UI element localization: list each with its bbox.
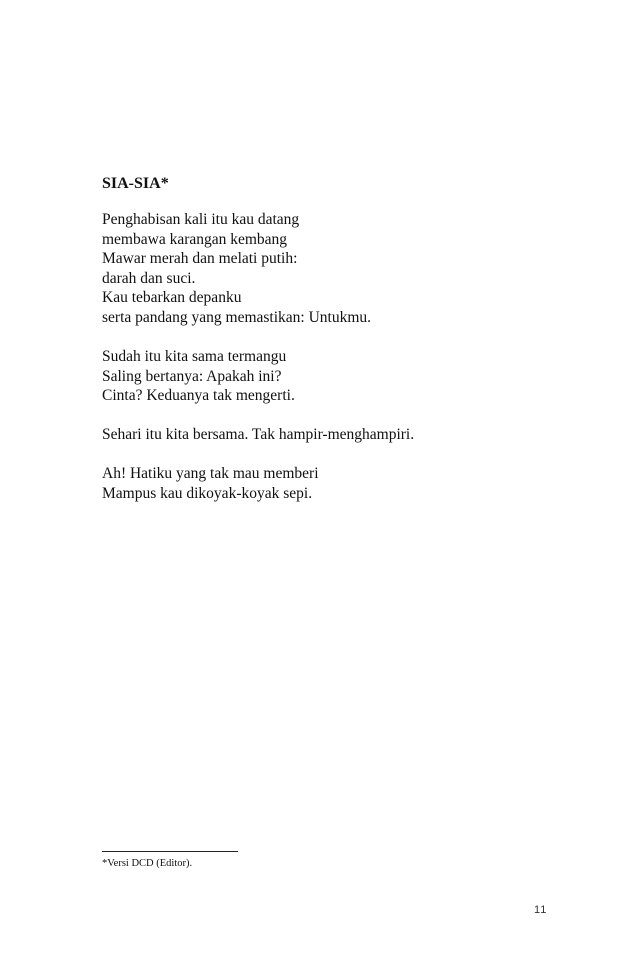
- footnote: *Versi DCD (Editor).: [102, 858, 193, 869]
- poem-line: Mampus kau dikoyak-koyak sepi.: [102, 484, 313, 502]
- stanza: [102, 464, 319, 503]
- stanza: [102, 210, 371, 328]
- poem-line: serta pandang yang memastikan: Untukmu.: [102, 308, 372, 326]
- poem-line: Mawar merah dan melati putih:: [102, 250, 298, 268]
- poem-line: darah dan suci.: [102, 269, 196, 287]
- poem-line: Sehari itu kita bersama. Tak hampir-menghampiri.: [102, 426, 415, 443]
- poem-line: Sudah itu kita sama termangu: [102, 348, 287, 365]
- page-number: 11: [534, 904, 548, 916]
- poem-title: SIA-SIA*: [102, 175, 169, 192]
- poem-line: Kau tebarkan depanku: [102, 289, 242, 307]
- poem-line: Saling bertanya: Apakah ini?: [102, 367, 282, 385]
- poem-line: Penghabisan kali itu kau datang: [102, 211, 300, 228]
- stanza: [102, 347, 295, 406]
- poem-line: membawa karangan kembang: [102, 230, 288, 248]
- footnote-divider: [102, 851, 238, 852]
- poem-line: Ah! Hatiku yang tak mau memberi: [102, 465, 319, 482]
- poem-line: Cinta? Keduanya tak mengerti.: [102, 387, 295, 405]
- stanza: [102, 425, 414, 445]
